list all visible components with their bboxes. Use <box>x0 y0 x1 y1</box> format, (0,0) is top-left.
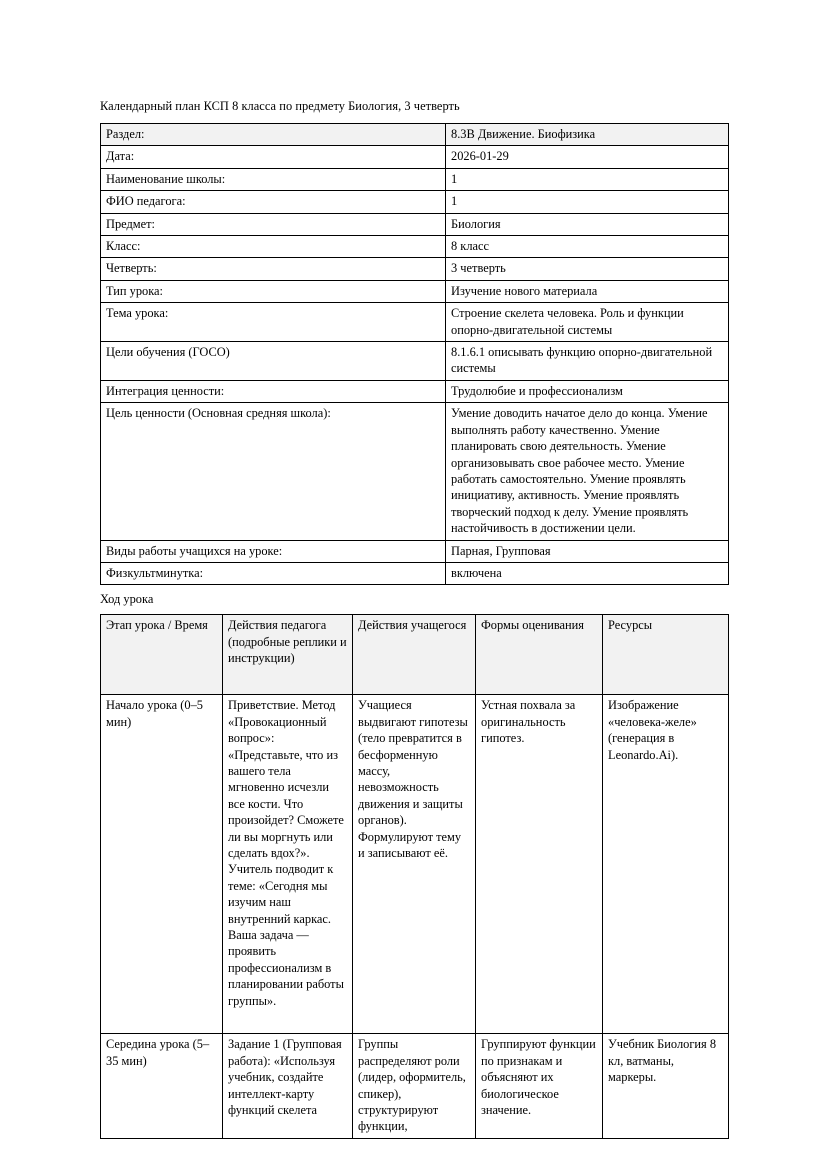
info-value-cell: 8.3В Движение. Биофизика <box>446 124 729 146</box>
info-label-cell: Дата: <box>101 146 446 168</box>
table-row <box>101 146 729 168</box>
cell-stage: Середина урока (5–35 мин) <box>101 1034 223 1138</box>
table-row <box>101 540 729 562</box>
cell-assessment: Группируют функции по признакам и объясняют их биологическое значение. <box>476 1034 603 1138</box>
column-header-student-actions: Действия учащегося <box>353 615 476 695</box>
column-header-assessment-forms: Формы оценивания <box>476 615 603 695</box>
table-row <box>101 280 729 302</box>
lesson-info-table <box>100 123 729 585</box>
info-value-cell: Изучение нового материала <box>446 280 729 302</box>
table-row <box>101 403 729 540</box>
lesson-flow-table-body <box>101 615 729 1138</box>
lesson-flow-table <box>100 614 729 1138</box>
lesson-info-table-body <box>101 124 729 585</box>
table-row <box>101 562 729 584</box>
info-label-cell: Тема урока: <box>101 303 446 342</box>
info-label-cell: Интеграция ценности: <box>101 380 446 402</box>
info-label-cell: Физкультминутка: <box>101 562 446 584</box>
info-label-cell: Предмет: <box>101 213 446 235</box>
info-value-cell: Строение скелета человека. Роль и функции опорно-двигательной системы <box>446 303 729 342</box>
table-row <box>101 236 729 258</box>
cell-teacher-actions: Приветствие. Метод «Провокационный вопрос»: «Представьте, что из вашего тела мгновенно исчезли все кости. Что произойдет? Сможете ли вы моргнуть или сделать вдох?». Учитель подводит к теме: «Сегодня мы изучим наш внутренний каркас. Ваша задача — проявить профессионализм в планировании работы группы». <box>223 695 353 1034</box>
info-label-cell: Четверть: <box>101 258 446 280</box>
info-value-cell: 3 четверть <box>446 258 729 280</box>
info-value-cell: включена <box>446 562 729 584</box>
document-content <box>100 98 728 1139</box>
column-header-teacher-actions: Действия педагога (подробные реплики и инструкции) <box>223 615 353 695</box>
table-header-row <box>101 615 729 695</box>
table-row <box>101 695 729 1034</box>
cell-assessment: Устная похвала за оригинальность гипотез. <box>476 695 603 1034</box>
info-label-cell: Виды работы учащихся на уроке: <box>101 540 446 562</box>
table-row <box>101 168 729 190</box>
info-label-cell: ФИО педагога: <box>101 191 446 213</box>
info-label-cell: Класс: <box>101 236 446 258</box>
page-title: Календарный план КСП 8 класса по предмету Биология, 3 четверть <box>100 99 460 113</box>
table-row <box>101 191 729 213</box>
info-label-cell: Тип урока: <box>101 280 446 302</box>
info-label-cell: Цель ценности (Основная средняя школа): <box>101 403 446 540</box>
lesson-flow-heading: Ход урока <box>100 592 154 607</box>
info-value-cell: Умение доводить начатое дело до конца. Умение выполнять работу качественно. Умение планировать свою деятельность. Умение организовывать свое рабочее место. Умение работать самостоятельно. Умение проявлять инициативу, активность. Умение проявлять творческий подход к делу. Умение проявлять настойчивость в достижении цели. <box>446 403 729 540</box>
info-value-cell: 2026-01-29 <box>446 146 729 168</box>
cell-student-actions: Учащиеся выдвигают гипотезы (тело превратится в бесформенную массу, невозможность движения и защиты органов). Формулируют тему и записывают её. <box>353 695 476 1034</box>
table-row <box>101 258 729 280</box>
cell-student-actions: Группы распределяют роли (лидер, оформитель, спикер), структурируют функции, <box>353 1034 476 1138</box>
info-value-cell: Трудолюбие и профессионализм <box>446 380 729 402</box>
info-value-cell: 1 <box>446 191 729 213</box>
column-header-resources: Ресурсы <box>603 615 729 695</box>
info-value-cell: Парная, Групповая <box>446 540 729 562</box>
cell-resources: Изображение «человека-желе» (генерация в Leonardo.Ai). <box>603 695 729 1034</box>
info-label-cell: Наименование школы: <box>101 168 446 190</box>
table-row <box>101 380 729 402</box>
table-row <box>101 342 729 381</box>
cell-teacher-actions: Задание 1 (Групповая работа): «Используя учебник, создайте интеллект-карту функций скелета <box>223 1034 353 1138</box>
info-value-cell: 1 <box>446 168 729 190</box>
info-label-cell: Цели обучения (ГОСО) <box>101 342 446 381</box>
table-row <box>101 124 729 146</box>
cell-stage: Начало урока (0–5 мин) <box>101 695 223 1034</box>
table-row <box>101 1034 729 1138</box>
info-value-cell: 8.1.6.1 описывать функцию опорно-двигательной системы <box>446 342 729 381</box>
column-header-stage: Этап урока / Время <box>101 615 223 695</box>
info-label-cell: Раздел: <box>101 124 446 146</box>
cell-resources: Учебник Биология 8 кл, ватманы, маркеры. <box>603 1034 729 1138</box>
info-value-cell: 8 класс <box>446 236 729 258</box>
info-value-cell: Биология <box>446 213 729 235</box>
table-row <box>101 213 729 235</box>
table-row <box>101 303 729 342</box>
